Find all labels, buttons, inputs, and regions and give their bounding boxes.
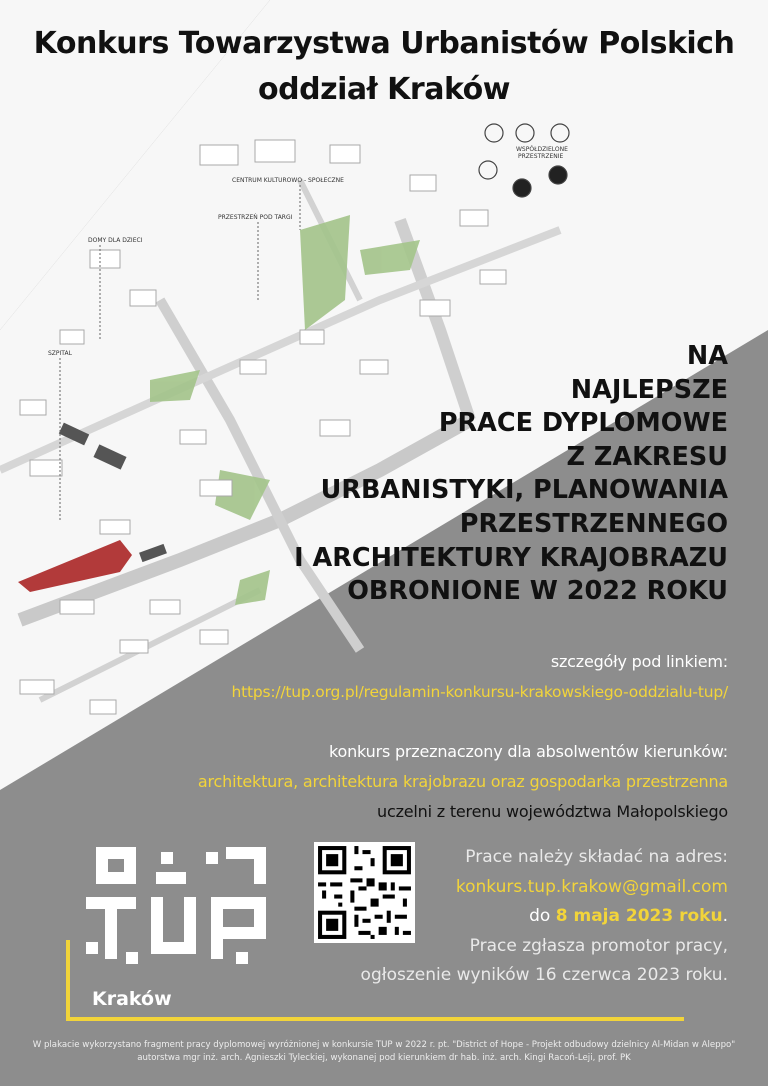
submission-line-1: Prace należy składać na adres: — [465, 847, 728, 867]
yellow-frame-vertical — [66, 940, 70, 1021]
eligibility-fields: architektura, architektura krajobrazu oraz gospodarka przestrzenna — [197, 772, 728, 791]
deadline-date: 8 maja 2023 roku — [555, 906, 723, 926]
map-label-wspoldzielone-1: WSPÓŁDZIELONE — [516, 146, 568, 153]
poster-title-line-1: Konkurs Towarzystwa Urbanistów Polskich — [33, 26, 735, 61]
headline-line: NA — [686, 341, 728, 371]
details-label: szczegóły pod linkiem: — [550, 652, 728, 671]
headline-line: PRACE DYPLOMOWE — [438, 408, 728, 439]
yellow-frame-horizontal — [66, 1017, 684, 1021]
regulations-link[interactable]: https://tup.org.pl/regulamin-konkursu-krakowskiego-oddzialu-tup/ — [231, 683, 728, 701]
submission-line-5: ogłoszenie wyników 16 czerwca 2023 roku. — [360, 965, 728, 985]
map-label-centrum: CENTRUM KULTUROWO - SPOŁECZNE — [232, 177, 344, 184]
map-label-szpital: SZPITAL — [48, 350, 72, 357]
eligibility-intro: konkurs przeznaczony dla absolwentów kierunków: — [329, 742, 728, 761]
headline-line: I ARCHITEKTURY KRAJOBRAZU — [294, 542, 728, 573]
headline-line: URBANISTYKI, PLANOWANIA — [320, 475, 728, 506]
headline-line: PRZESTRZENNEGO — [459, 508, 728, 539]
map-label-targi: PRZESTRZEŃ POD TARGI — [218, 214, 293, 221]
headline-line: OBRONIONE W 2022 ROKU — [347, 576, 728, 607]
tup-logo — [86, 842, 276, 987]
footnote-line-1: W plakacie wykorzystano fragment pracy dyplomowej wyróżnionej w konkursie TUP w 2022 r. pt. "District of Hope - Projekt odbudowy dzielnicy Al-Midan w Aleppo" — [32, 1040, 736, 1050]
submission-line-4: Prace zgłasza promotor pracy, — [469, 935, 728, 956]
deadline-prefix: do — [529, 906, 551, 926]
submission-email[interactable]: konkurs.tup.krakow@gmail.com — [455, 876, 728, 897]
submission-info — [361, 843, 728, 991]
poster-title-line-2: oddział Kraków — [258, 72, 510, 107]
headline-line: NAJLEPSZE — [570, 374, 728, 405]
logo-city: Kraków — [92, 988, 172, 1010]
deadline-suffix: . — [722, 906, 728, 926]
footnote-line-2: autorstwa mgr inż. arch. Agnieszki Tyleckiej, wykonanej pod kierunkiem dr hab. inż. arch. Kingi Racoń-Leji, prof. PK — [137, 1053, 631, 1063]
headline-line: Z ZAKRESU — [566, 441, 728, 472]
map-label-domy: DOMY DLA DZIECI — [88, 237, 143, 244]
headline — [294, 340, 728, 609]
eligibility-region: uczelni z terenu województwa Małopolskiego — [377, 802, 728, 821]
map-label-wspoldzielone-2: PRZESTRZENIE — [518, 153, 564, 160]
